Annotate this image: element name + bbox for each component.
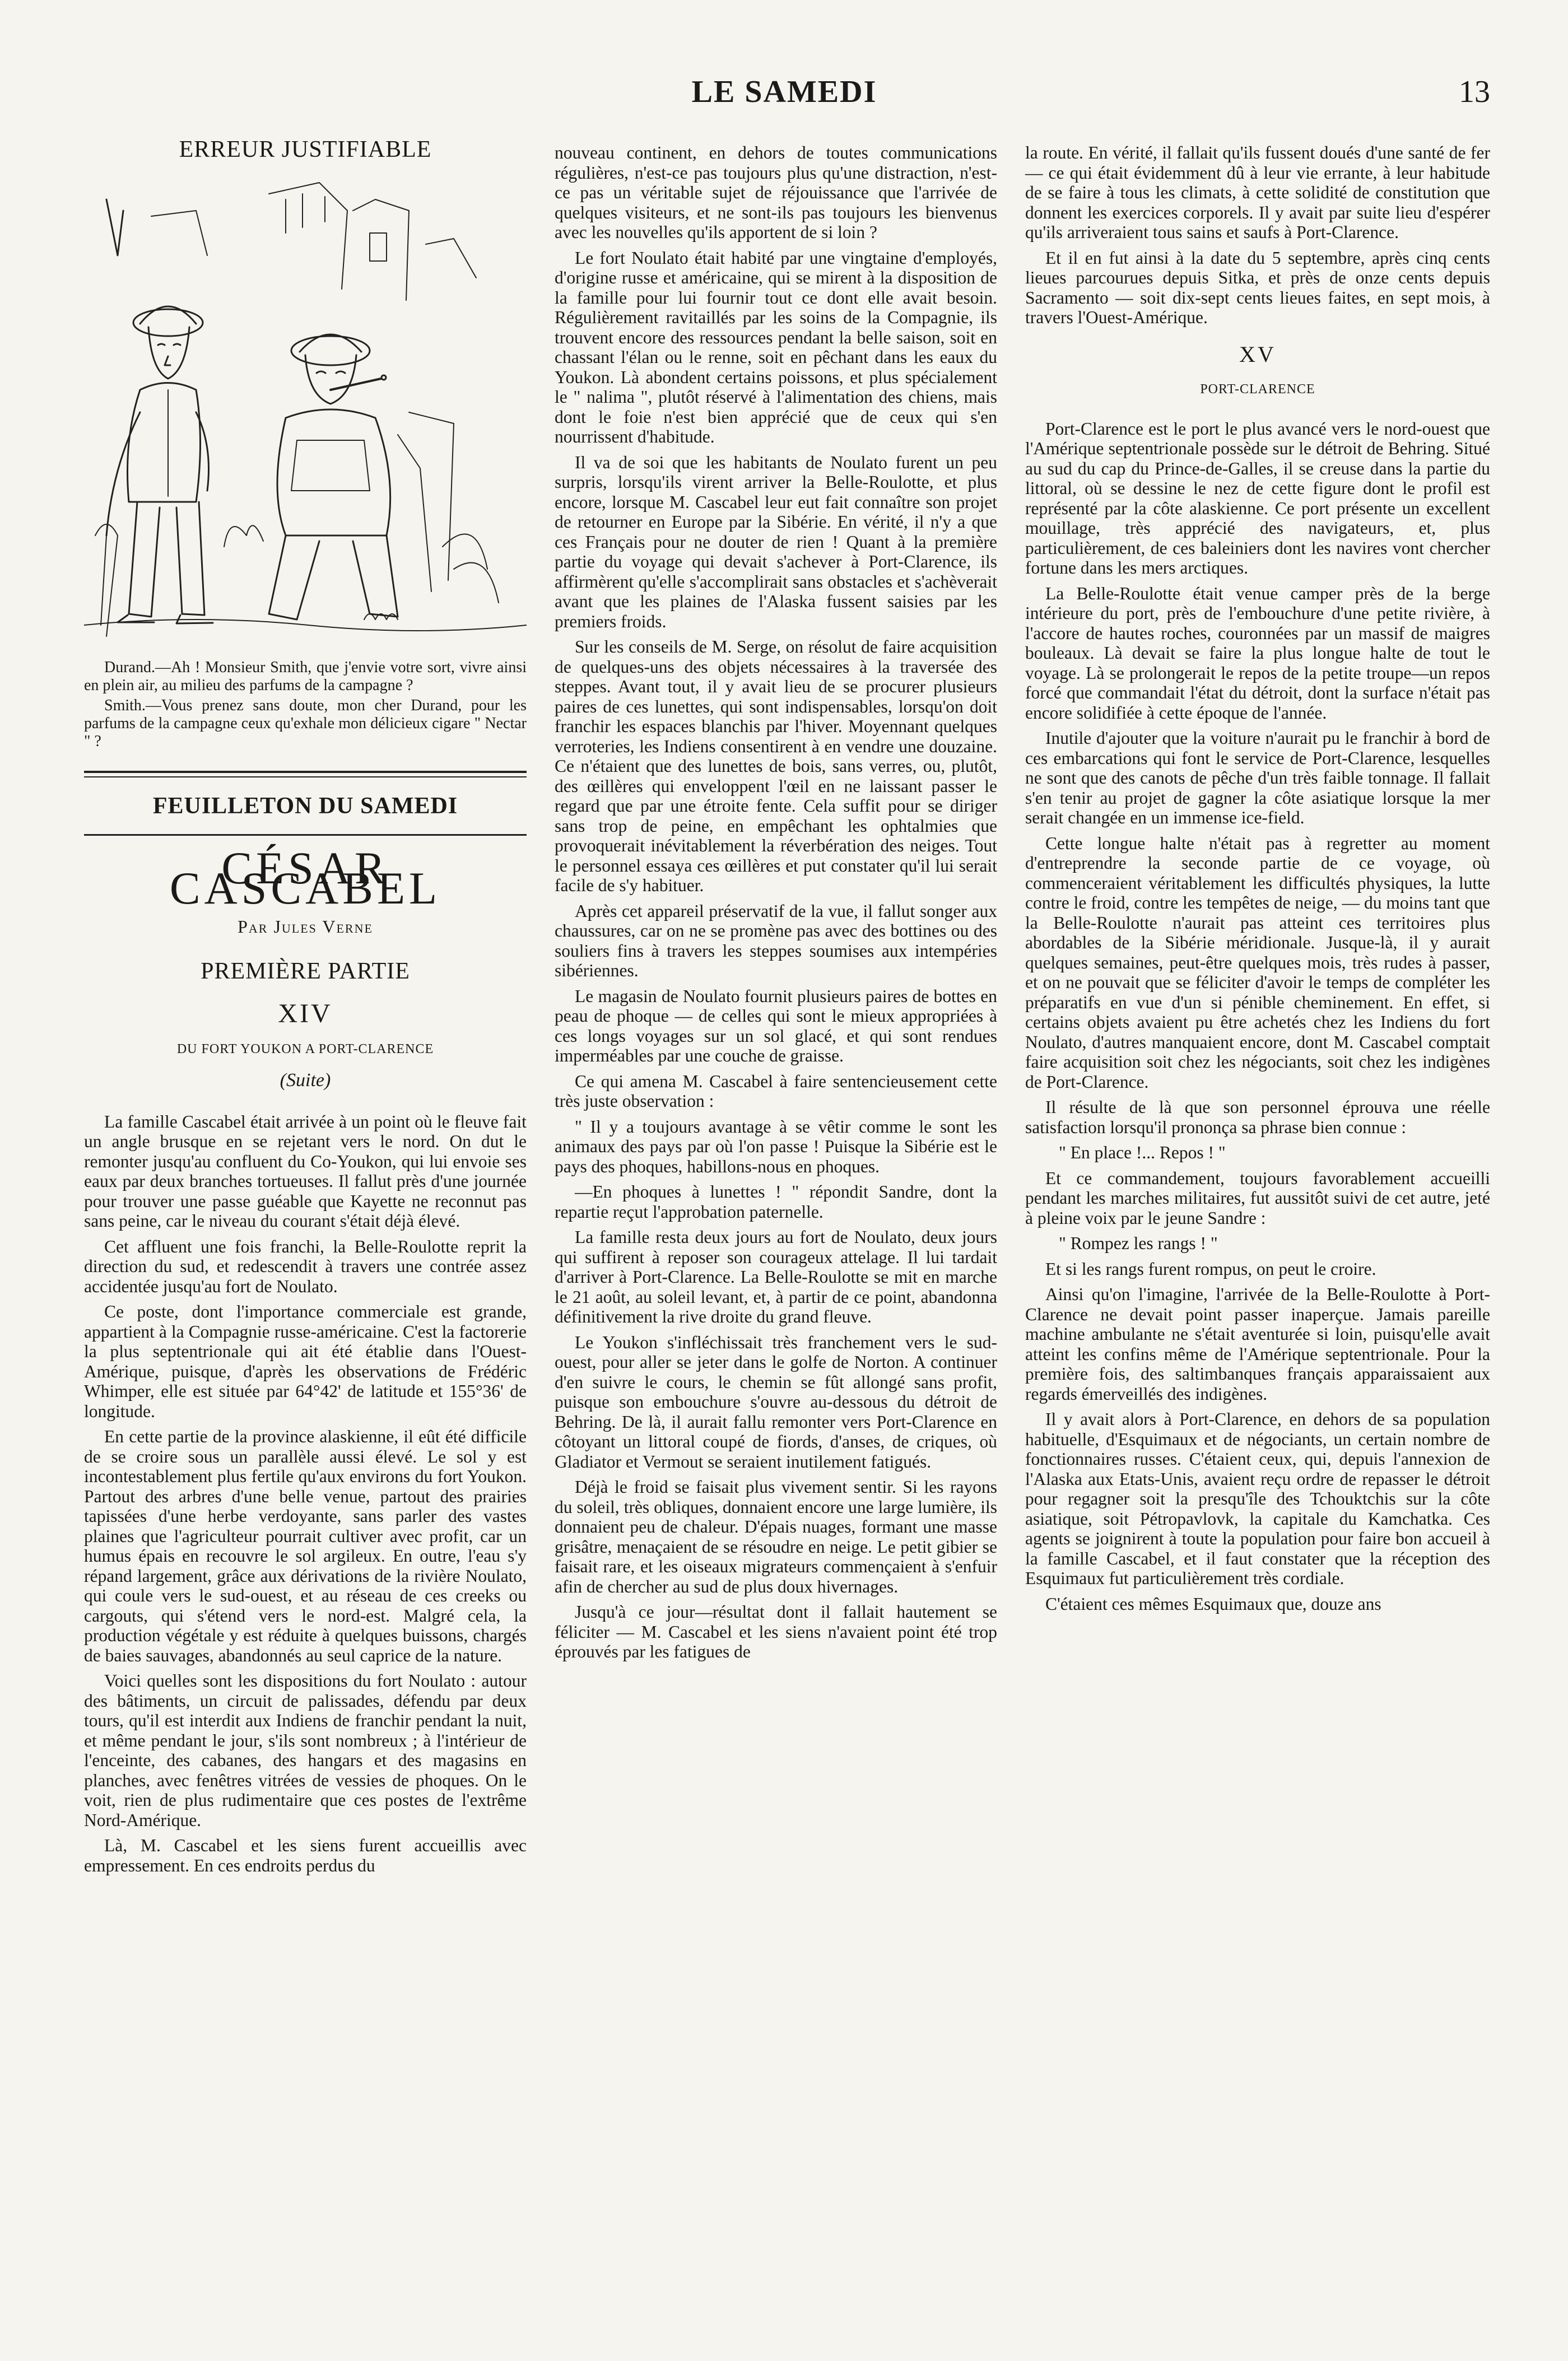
paragraph: Il va de soi que les habitants de Noulato furent un peu surpris, lorsqu'ils virent arriver la Belle-Roulotte, et plus encore, lorsque M. Cascabel leur eut fait connaître son projet de retourner en Europe par la Sibérie. En vérité, il n'y a que ces Français pour ne douter de rien ! Quant à la première partie du voyage qui devait s'achever à Port-Clarence, ils affirmèrent qu'elle s'accomplirait sans obstacles et s'achèverait avant que les plaines de l'Alaska fussent saisies par les premiers froids. bbox=[555, 452, 997, 631]
paragraph: Cette longue halte n'était pas à regretter au moment d'entreprendre la seconde partie de ce voyage, où commenceraient véritablement les difficultés physiques, la lutte contre le froid, contre les tempêtes de neige, — du moins tant que la Belle-Roulotte n'aurait pas atteint ces territoires plus abordables de la Sibérie méridionale. Jusque-là, il y aurait quelques semaines, peut-être quelques mois, très rudes à passer, et on ne pouvait que se féliciter d'avoir le temps de compléter les préparatifs en vue d'un si pénible cheminement. En effet, si certains objets avaient pu être achetés chez les Indiens du fort Noulato, d'autres manquaient encore, dont M. Cascabel comptait faire acquisition soit chez les négociants, soit chez les indigènes de Port-Clarence. bbox=[1025, 833, 1490, 1092]
caption-durand: Durand.—Ah ! Monsieur Smith, que j'envie votre sort, vivre ainsi en plein air, au milieu des parfums de la campagne ? bbox=[84, 658, 527, 694]
column-1 bbox=[84, 137, 527, 1881]
paragraph: La famille Cascabel était arrivée à un point où le fleuve fait un angle brusque en se rejetant vers le nord. On dut le remonter jusqu'au confluent du Co-Youkon, qui lui envoie ses eaux par deux branches tortueuses. Il fallut près d'une journée pour trouver une passe guéable que Kayette ne reconnut pas sans peine, car le niveau du courant s'était déjà élevé. bbox=[84, 1111, 527, 1231]
caption-smith: Smith.—Vous prenez sans doute, mon cher Durand, pour les parfums de la campagne ceux qu'exhale mon délicieux cigare " Nectar " ? bbox=[84, 696, 527, 750]
cartoon-caption bbox=[84, 659, 527, 751]
paragraph: Sur les conseils de M. Serge, on résolut de faire acquisition de quelques-uns des objets nécessaires à la traversée des steppes. Avant tout, il y avait lieu de se procurer plusieurs paires de ces lunettes, qui sont indispensables, lorsqu'on doit franchir les espaces blanchis par l'hiver. Moyennant quelques verroteries, les Indiens consentirent à en vendre une douzaine. Ce n'étaient que des lunettes de bois, sans verres, ou, plutôt, des œillères qui enveloppent l'œil en ne laissant passer le regard que par une étroite fente. Cela suffit pour se diriger sans trop de peine, en empêchant les ophtalmies que provoquerait inévitablement la réverbération des neiges. Tout le personnel essaya ces œillères et put constater qu'il lui serait facile de s'y habituer. bbox=[555, 637, 997, 895]
paragraph: Et si les rangs furent rompus, on peut le croire. bbox=[1045, 1259, 1376, 1279]
newspaper-masthead: LE SAMEDI bbox=[691, 74, 877, 109]
chapter-number: XV bbox=[1239, 341, 1276, 367]
cartoon-title: ERREUR JUSTIFIABLE bbox=[179, 137, 432, 162]
paragraph: la route. En vérité, il fallait qu'ils fussent doués d'une santé de fer — ce qui était évidemment dû à leur vie errante, à leur habitude de se faire à tous les climats, à cette solidité de constitution que donnent les exercices corporels. Il y avait par suite lieu d'espérer qu'ils arriveraient tous sains et saufs à Port-Clarence. bbox=[1025, 143, 1490, 242]
paragraph: Et il en fut ainsi à la date du 5 septembre, après cinq cents lieues parcourues depuis Sitka, et près de onze cents depuis Sacramento — soit dix-sept cents lieues faites, en sept mois, à travers l'Ouest-Amérique. bbox=[1025, 248, 1490, 327]
paragraph: Après cet appareil préservatif de la vue, il fallut songer aux chaussures, car on ne se promène pas avec des bottines ou des souliers fins à travers les steppes soumises aux intempéries sibériennes. bbox=[555, 901, 997, 980]
section-rule-thin bbox=[84, 776, 527, 777]
quotation: " En place !... Repos ! " bbox=[1059, 1143, 1226, 1162]
paragraph: C'étaient ces mêmes Esquimaux que, douze ans bbox=[1045, 1594, 1381, 1614]
paragraph: Il y avait alors à Port-Clarence, en dehors de sa population habituelle, d'Esquimaux et de négociants, un certain nombre de fonctionnaires russes. C'étaient ceux, qui, depuis l'annexion de l'Alaska aux Etats-Unis, avaient reçu ordre de repasser le détroit pour regagner soit la presqu'île des Tchouktchis sur la côte asiatique, soit Pétropavlovk, la capitale du Kamchatka. Ces agents se joignirent à toute la population pour faire bon accueil à la famille Cascabel, et il faut constater que la réception des Esquimaux fut particulièrement très cordiale. bbox=[1025, 1409, 1490, 1588]
paragraph: Inutile d'ajouter que la voiture n'aurait pu le franchir à bord de ces embarcations qui font le service de Port-Clarence, lesquelles ne sont que des canots de pêche d'un très faible tonnage. Il fallait s'en tenir au projet de gagner la côte asiatique lorsque la mer serait changée en un immense ice-field. bbox=[1025, 728, 1490, 827]
paragraph: Il résulte de là que son personnel éprouva une réelle satisfaction lorsqu'il prononça sa phrase bien connue : bbox=[1025, 1097, 1490, 1137]
quotation: " Rompez les rangs ! " bbox=[1059, 1233, 1218, 1253]
column-3 bbox=[1025, 143, 1490, 1619]
paragraph: En cette partie de la province alaskienne, il eût été difficile de se croire sous un parallèle aussi élevé. Le sol y est incontestablement plus fertile qu'aux environs du fort Youkon. Partout des arbres d'une belle venue, partout des prairies tapissées d'une herbe verdoyante, sans parler des vastes plaines que l'agriculteur pourrait cultiver avec profit, car un humus épais en recouvre le sol argileux. En outre, l'eau s'y répand largement, grâce aux dérivations de la rivière Noulato, qui coule vers le sud-ouest, et au réseau de ces creeks ou cargouts, qui s'étend vers le nord-est. Malgré cela, la production végétale y est réduite à quelques buissons, chargés de baies sauvages, abandonnés au seul caprice de la nature. bbox=[84, 1427, 527, 1665]
paragraph: Le magasin de Noulato fournit plusieurs paires de bottes en peau de phoque — de celles qui sont le mieux appropriées à ces longs voyages sur un sol glacé, et qui sont rendues imperméables par une couche de graisse. bbox=[555, 986, 997, 1065]
feuilleton-heading: FEUILLETON DU SAMEDI bbox=[152, 793, 458, 819]
column-2 bbox=[555, 143, 997, 1668]
paragraph: La Belle-Roulotte était venue camper près de la berge intérieure du port, près de l'embouchure d'une petite rivière, à l'accore de hautes roches, couronnées par un massif de maigres bouleaux. Là devait se faire la plus longue halte de tout le voyage. Là se prolongerait le repos de la petite troupe—un repos forcé que commandait l'état du détroit, dont la surface n'était pas encore solidifiée à cette époque de l'année. bbox=[1025, 583, 1490, 723]
paragraph: Le Youkon s'infléchissait très franchement vers le sud-ouest, pour aller se jeter dans le golfe de Norton. A continuer d'en suivre le cours, le chemin se fût allongé sans profit, puisque son embouchure s'ouvre au-dessous du détroit de Behring. De là, il aurait fallu remonter vers Port-Clarence en côtoyant un littoral coupé de fiords, d'anses, de criques, où Gladiator et Vermout se seraient inutilement fatigués. bbox=[555, 1332, 997, 1471]
chapter-title: PORT-CLARENCE bbox=[1200, 382, 1315, 397]
paragraph: " Il y a toujours avantage à se vêtir comme le sont les animaux des pays par où l'on passe ! Puisque la Sibérie est le pays des phoques, habillons-nous en phoques. bbox=[555, 1116, 997, 1176]
paragraph: Ce poste, dont l'importance commerciale est grande, appartient à la Compagnie russe-américaine. C'est la factorerie la plus septentrionale qui ait été établie dans l'Ouest-Amérique, puisque, d'après les observations de Frédéric Whimper, elle est située par 64°42' de latitude et 155°36' de longitude. bbox=[84, 1302, 527, 1421]
author-line: Par Jules Verne bbox=[238, 916, 373, 937]
page-number: 13 bbox=[1459, 74, 1490, 109]
paragraph: Déjà le froid se faisait plus vivement sentir. Si les rayons du soleil, très obliques, donnaient encore une large lumière, ils donnaient peu de chaleur. D'épais nuages, formant une masse grisâtre, menaçaient de se résoudre en neige. Le petit gibier se faisait rare, et les oiseaux migrateurs commençaient à s'enfuir afin de chercher au sud de plus doux hivernages. bbox=[555, 1477, 997, 1596]
cartoon-illustration bbox=[84, 177, 527, 653]
novel-title: CÉSAR CASCABEL bbox=[169, 842, 441, 914]
chapter-title: DU FORT YOUKON A PORT-CLARENCE bbox=[176, 1041, 434, 1056]
suite-label: (Suite) bbox=[280, 1070, 331, 1091]
paragraph: —En phoques à lunettes ! " répondit Sandre, dont la repartie reçut l'approbation paternelle. bbox=[555, 1182, 997, 1222]
page-header bbox=[78, 74, 1490, 119]
paragraph: Le fort Noulato était habité par une vingtaine d'employés, d'origine russe et américaine, qui se mirent à la disposition de la famille pour lui fournir tout ce dont elle avait besoin. Régulièrement ravitaillés par les soins de la Compagnie, ils trouvent encore des ressources pendant la belle saison, soit en chassant l'élan ou le renne, soit en pêchant dans les eaux du Youkon. Là abondent certains poissons, et plus spécialement le " nalima ", plutôt réservé à l'alimentation des chiens, mais dont le foie n'est bien apprécié que de ceux qui s'en nourrissent d'habitude. bbox=[555, 248, 997, 446]
paragraph: Là, M. Cascabel et les siens furent accueillis avec empressement. En ces endroits perdus du bbox=[84, 1836, 527, 1875]
part-heading: PREMIÈRE PARTIE bbox=[201, 958, 410, 984]
paragraph: nouveau continent, en dehors de toutes communications régulières, n'est-ce pas toujours plus qu'une distraction, n'est-ce pas un véritable sujet de réjouissance que l'arrivée de quelques visiteurs, et ne sont-ils pas toujours les bienvenus avec les nouvelles qu'ils apportent de si loin ? bbox=[555, 143, 997, 242]
chapter-number: XIV bbox=[278, 999, 333, 1028]
section-rule bbox=[84, 771, 527, 773]
paragraph: Ainsi qu'on l'imagine, l'arrivée de la Belle-Roulotte à Port-Clarence ne devait point passer inaperçue. Jamais pareille machine ambulante ne s'était aventurée si loin, puisqu'elle avait atteint les confins même de l'Amérique septentrionale. Pour la première fois, des saltimbanques français apparaissaient aux regards émerveillés des indigènes. bbox=[1025, 1284, 1490, 1404]
paragraph: Et ce commandement, toujours favorablement accueilli pendant les marches militaires, fut aussitôt suivi de cet autre, jeté à pleine voix par le jeune Sandre : bbox=[1025, 1168, 1490, 1228]
paragraph: Voici quelles sont les dispositions du fort Noulato : autour des bâtiments, un circuit de palissades, défendu par deux tours, qu'il est interdit aux Indiens de franchir pendant la nuit, et même pendant le jour, s'ils sont nombreux ; à l'intérieur de l'enceinte, des cabanes, des hangars et des magasins en planches, avec fenêtres vitrées de vessies de phoques. On le voit, rien de plus rudimentaire que ces postes de l'extrême Nord-Amérique. bbox=[84, 1671, 527, 1830]
paragraph: Jusqu'à ce jour—résultat dont il fallait hautement se féliciter — M. Cascabel et les siens n'avaient point été trop éprouvés par les fatigues de bbox=[555, 1602, 997, 1661]
paragraph: La famille resta deux jours au fort de Noulato, deux jours qui suffirent à reposer son courageux attelage. Il lui tardait d'arriver à Port-Clarence. La Belle-Roulotte se mit en marche le 21 août, au soleil levant, et, à partir de ce point, abandonna définitivement la rive droite du grand fleuve. bbox=[555, 1227, 997, 1326]
paragraph: Cet affluent une fois franchi, la Belle-Roulotte reprit la direction du sud, et redescendit à travers une contrée assez accidentée jusqu'au fort de Noulato. bbox=[84, 1236, 527, 1296]
paragraph: Port-Clarence est le port le plus avancé vers le nord-ouest que l'Amérique septentrionale possède sur le détroit de Behring. Situé au sud du cap du Prince-de-Galles, il se creuse dans la partie du littoral, où se dessine le nez de cette figure dont le profil est représenté par la côte alaskienne. Ce port présente un excellent mouillage, très apprécié des navigateurs, et, plus particulièrement, de ces baleiniers dont les navires vont chercher fortune dans les mers arctiques. bbox=[1025, 418, 1490, 578]
paragraph: Ce qui amena M. Cascabel à faire sentencieusement cette très juste observation : bbox=[555, 1071, 997, 1111]
feuilleton-rule bbox=[84, 834, 527, 836]
